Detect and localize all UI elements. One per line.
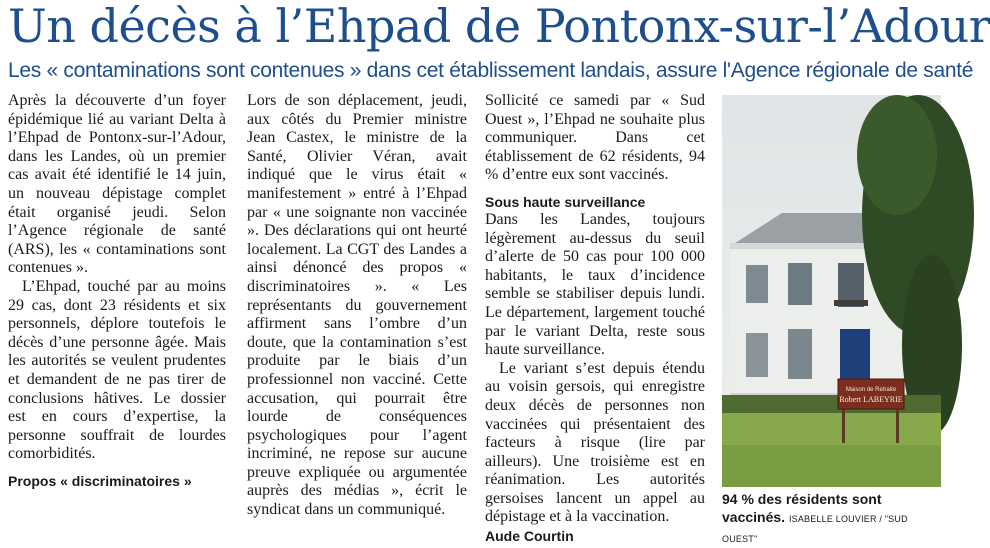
photo-caption — [722, 490, 942, 548]
paragraph-ehpad: L’Ehpad, touché par au moins 29 cas, dont 23 résidents et six personnels, déplore toutefois le décès d’une personne âgée. Mais les autorités se veulent prudentes et demandent de ne pas tirer de conclusions hâtives. Le dossier est en cours d’expertise, la personne souffrait de lourdes comorbidités. — [8, 277, 226, 463]
paragraph-landes: Dans les Landes, toujours légèrement au-dessus du seuil d’alerte de 50 cas pour 100 000 habitants, le taux d’incidence semble se stabiliser depuis lundi. Le département, largement touché par le variant Delta, reste sous haute surveillance. — [485, 210, 705, 359]
paragraph-intro: Après la découverte d’un foyer épidémique lié au variant Delta à l’Ehpad de Pontonx-sur-l’Adour, dans les Landes, où un premier cas avait été identifié le 14 juin, un nouveau dépistage complet était organisé jeudi. Selon l’Agence régionale de santé (ARS), les « contaminations sont contenues ». — [8, 92, 226, 277]
article-column-1 — [8, 92, 226, 529]
ehpad-photo — [722, 95, 941, 487]
caption-text: 94 % des résidents sont vaccinés. — [722, 491, 882, 525]
paragraph-gers: Le variant s’est depuis étendu au voisin gersois, qui enregistre deux décès de personnes non vaccinées qui présentaient des facteurs à risque (lire par ailleurs). Une troisième est en réanimation. Les autorités gersoises lancent un appel au dépistage et à la vaccination. — [485, 359, 705, 526]
subheadline: Les « contaminations sont contenues » dans cet établissement landais, assure l'Agence régionale de santé — [8, 59, 974, 82]
paragraph-sud-ouest: Sollicité ce samedi par « Sud Ouest », l’Ehpad ne souhaite plus communiquer. Dans cet établissement de 62 résidents, 94 % d’entre eux sont vaccinés. — [485, 92, 705, 184]
article-column-2 — [247, 92, 467, 529]
ehpad-building-illustration — [722, 95, 941, 487]
headline: Un décès à l’Ehpad de Pontonx-sur-l’Adour — [8, 0, 990, 53]
sign-text-line-2: Robert LABEYRIE — [839, 395, 903, 404]
author-signature: Aude Courtin — [485, 528, 574, 545]
intertitle-discriminatoires: Propos « discriminatoires » — [8, 472, 192, 489]
intertitle-surveillance: Sous haute surveillance — [485, 193, 646, 210]
article-column-3 — [485, 92, 705, 545]
paragraph-cgt: Lors de son déplacement, jeudi, aux côtés du Premier ministre Jean Castex, le ministre de la Santé, Olivier Véran, avait indiqué que le virus était « manifestement » entré à l’Ehpad par « une soignante non vaccinée ». Des déclarations qui ont heurté localement. La CGT des Landes a ainsi dénoncé des propos « discriminatoires ». « Les représentants du gouvernement affirment sans l’ombre d’un doute, que la contamination s’est produite par le biais d’un professionnel non vacciné. Cette accusation, qui pourrait être lourde de conséquences psychologiques pour l’agent incriminé, ne repose sur aucune preuve expliquée ou argumentée auprès des médias », écrit le syndicat dans un communiqué. — [247, 92, 467, 519]
sign-text-line-1: Maison de Retraite — [845, 387, 897, 393]
photo-credit: ISABELLE LOUVIER / "SUD OUEST" — [722, 514, 908, 544]
